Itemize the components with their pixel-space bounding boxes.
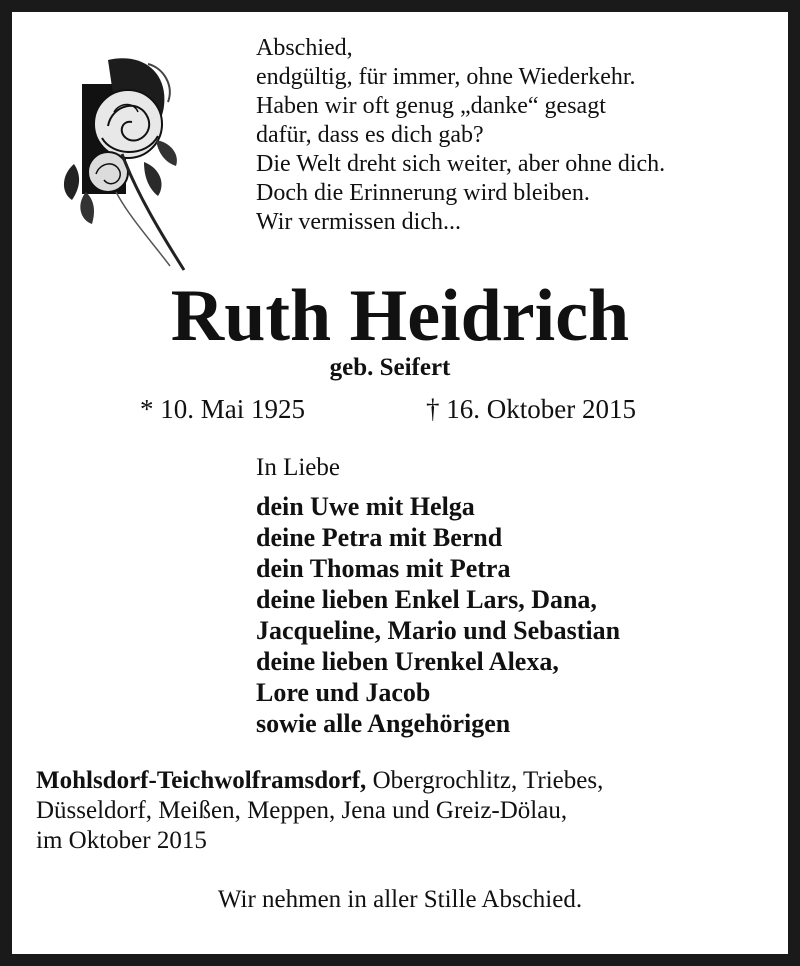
poem-line: endgültig, für immer, ohne Wiederkehr.: [256, 64, 636, 90]
location-line-2: Düsseldorf, Meißen, Meppen, Jena und Greiz-Dölau,: [36, 797, 568, 824]
list-item: deine lieben Enkel Lars, Dana,: [256, 585, 597, 614]
mourners-list: [256, 491, 620, 739]
birth-name: geb. Seifert: [329, 354, 451, 381]
list-item: dein Uwe mit Helga: [256, 492, 475, 521]
list-item: sowie alle Angehörigen: [256, 709, 511, 738]
rose-icon: [56, 42, 206, 274]
poem-line: Haben wir oft genug „danke“ gesagt: [256, 93, 606, 119]
location-block: [36, 766, 603, 856]
poem-line: Abschied,: [256, 35, 353, 61]
death-date: † 16. Oktober 2015: [426, 394, 636, 424]
poem-line: Wir vermissen dich...: [256, 209, 461, 235]
poem-line: Die Welt dreht sich weiter, aber ohne dich.: [256, 151, 666, 177]
poem-line: Doch die Erinnerung wird bleiben.: [256, 180, 590, 206]
poem: [256, 34, 665, 237]
location-line-1: [36, 766, 603, 796]
list-item: deine lieben Urenkel Alexa,: [256, 647, 559, 676]
location-main-place: Mohlsdorf-Teichwolframsdorf,: [36, 767, 367, 794]
list-item: deine Petra mit Bernd: [256, 523, 503, 552]
location-date: im Oktober 2015: [36, 827, 207, 854]
birth-date: * 10. Mai 1925: [140, 394, 305, 424]
poem-line: dafür, dass es dich gab?: [256, 122, 484, 148]
birth-name-row: [12, 353, 788, 383]
intro-text: In Liebe: [256, 454, 340, 481]
location-other-places: Obergrochlitz, Triebes,: [366, 767, 604, 794]
list-item: Jacqueline, Mario und Sebastian: [256, 616, 621, 645]
list-item: dein Thomas mit Petra: [256, 554, 511, 583]
deceased-name: Ruth Heidrich: [170, 275, 630, 357]
closing-text: Wir nehmen in aller Stille Abschied.: [217, 886, 583, 913]
list-item: Lore und Jacob: [256, 678, 431, 707]
